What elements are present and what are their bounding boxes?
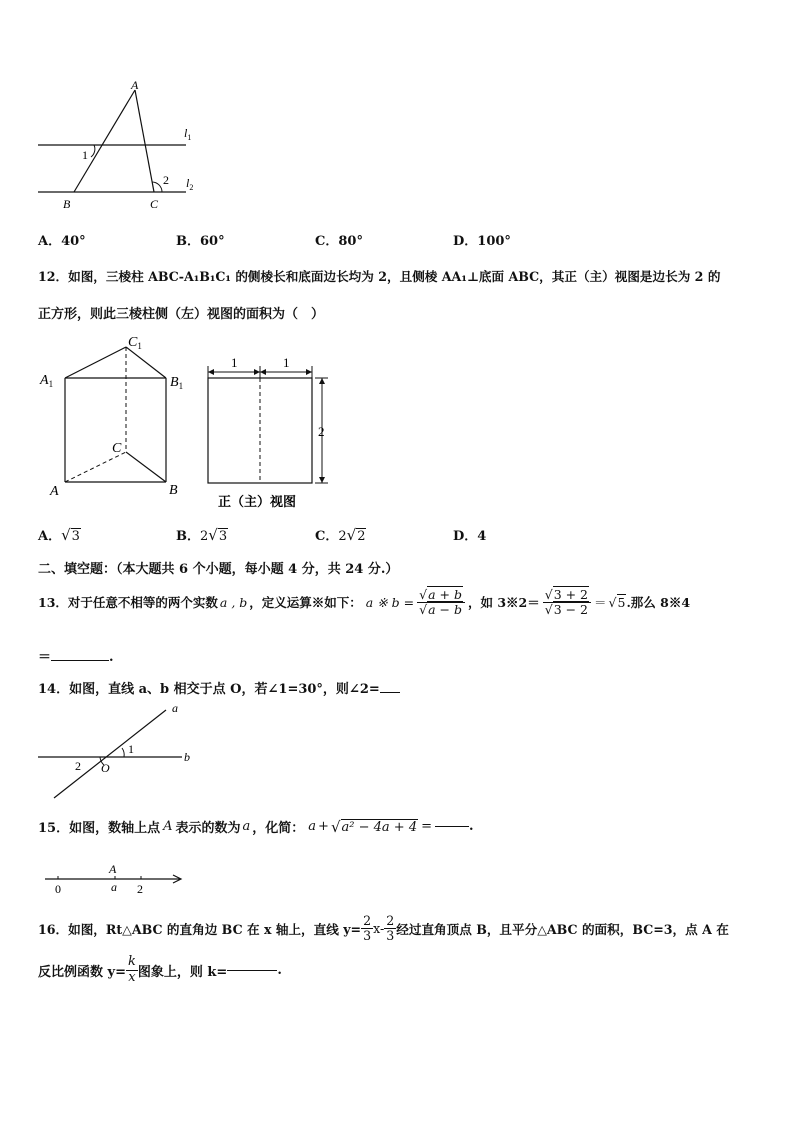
section-title-fill-in: 二、填空题：（本大题共 6 个小题，每小题 4 分，共 24 分.） xyxy=(38,562,399,577)
label-two: 2 xyxy=(137,882,143,896)
q15-text: 15．如图，数轴上点 A 表示的数为 a ，化简： a + √ a² − 4a + 4 = . xyxy=(38,817,474,836)
q13-answer-blank[interactable] xyxy=(51,660,109,661)
q16-line2: 反比例函数 y= $\frac{k}{x}$ 图象上，则 k= . xyxy=(38,954,282,985)
q16-fraction3: $\frac{k}{x}$ xyxy=(127,954,136,985)
dim-label-right: 1 xyxy=(283,355,290,370)
q12-text-line2: 正方形，则此三棱柱侧（左）视图的面积为（ ） xyxy=(38,307,325,322)
q11-option-d[interactable]: D．100° xyxy=(453,234,511,249)
label-angle1: 1 xyxy=(82,148,88,162)
q14-text: 14．如图，直线 a、b 相交于点 O，若∠1=30°，则∠2= xyxy=(38,678,400,697)
label-b: b xyxy=(184,750,190,764)
q14-answer-blank[interactable] xyxy=(380,692,400,693)
label-angle2: 2 xyxy=(163,173,169,187)
line-a xyxy=(54,710,166,798)
q16-fraction1: $\frac{2}{3}$ xyxy=(363,912,372,943)
q13-example-result: √5 xyxy=(608,594,626,610)
dim-arrow-3 xyxy=(260,369,266,375)
q12-prism-figure xyxy=(36,330,196,500)
edge-bc xyxy=(126,452,166,482)
segment-ab xyxy=(74,90,135,192)
label-a: a xyxy=(172,701,178,715)
q11-option-c[interactable]: C．80° xyxy=(315,234,363,249)
q12-option-d[interactable]: D．4 xyxy=(453,529,487,544)
q13-line2: ＝ . xyxy=(38,650,114,665)
edge-b1c1 xyxy=(126,347,166,378)
edge-a1c1 xyxy=(65,347,126,378)
label-B: B xyxy=(169,483,178,498)
label-C: C xyxy=(112,441,122,456)
q11-figure xyxy=(30,75,210,215)
q12-front-view-figure xyxy=(198,350,348,515)
dim-arrow-4 xyxy=(306,369,312,375)
label-angle1: 1 xyxy=(128,742,134,756)
q13-example-eq: ＝ xyxy=(594,595,607,611)
label-A: A xyxy=(50,484,59,499)
angle1-arc xyxy=(91,145,95,157)
label-l2: $l_2$ xyxy=(186,176,194,192)
label-l1: $l_1$ xyxy=(184,126,192,142)
label-O: O xyxy=(101,761,110,775)
dim-arrow-1 xyxy=(208,369,214,375)
label-a: a xyxy=(111,880,117,894)
q12-option-b[interactable]: B．2√3 xyxy=(176,526,228,544)
q16-fraction2: $\frac{2}{3}$ xyxy=(386,912,395,943)
q13-example-fraction: $\frac{√3 + 2}{√3 - 2}$ xyxy=(543,588,591,617)
label-zero: 0 xyxy=(55,882,61,896)
q12-option-a[interactable]: A．√3 xyxy=(38,526,80,544)
label-C: C xyxy=(150,197,159,211)
angle1-arc xyxy=(122,748,124,757)
dim-arrow-2 xyxy=(254,369,260,375)
label-A1: $A_1$ xyxy=(40,373,54,389)
q13-example-prefix: ，如 3※2＝ xyxy=(467,595,540,611)
label-A: A xyxy=(109,862,117,876)
q13-mid: ，定义运算※如下： xyxy=(249,595,362,611)
dim-label-height: 2 xyxy=(318,424,325,439)
q15-answer-blank[interactable] xyxy=(435,826,469,827)
dim-height-arrow-bottom xyxy=(319,477,325,483)
q12-option-c[interactable]: C．2√2 xyxy=(315,526,366,544)
q13-suffix: .那么 8※4 xyxy=(626,595,691,611)
q13-line1 xyxy=(38,588,690,617)
q14-figure xyxy=(34,700,204,805)
q15-numberline-figure xyxy=(40,858,190,898)
label-B: B xyxy=(63,197,71,211)
label-A: A xyxy=(131,78,139,92)
dim-label-left: 1 xyxy=(231,355,238,370)
dim-height-arrow-top xyxy=(319,378,325,384)
front-view-caption: 正（主）视图 xyxy=(218,495,297,510)
q13-def-lhs: a ※ b = xyxy=(365,594,415,610)
q11-option-a[interactable]: A．40° xyxy=(38,234,86,249)
q13-def-fraction: $\frac{√a + b}{√a - b}$ xyxy=(417,588,465,617)
q12-text-line1: 12．如图，三棱柱 ABC-A₁B₁C₁ 的侧棱长和底面边长均为 2，且侧棱 AA₁⊥底面 ABC，其正（主）视图是边长为 2 的 xyxy=(38,269,721,284)
label-B1: $B_1$ xyxy=(170,375,184,391)
label-angle2: 2 xyxy=(75,759,81,773)
q11-option-b[interactable]: B．60° xyxy=(176,234,225,249)
q13-vars: a , b xyxy=(219,594,248,610)
q16-line1: 16．如图，Rt△ABC 的直角边 BC 在 x 轴上，直线 y= $\frac{2}{3}$ x- $\frac{2}{3}$ 经过直角顶点 B，且平分△ABC 的面积，BC=3，点 A 在 xyxy=(38,912,729,943)
q16-answer-blank[interactable] xyxy=(227,970,277,971)
label-C1: $C_1$ xyxy=(128,335,142,351)
q13-prefix: 13．对于任意不相等的两个实数 xyxy=(38,595,218,611)
segment-ac xyxy=(135,90,154,192)
edge-ac-hidden xyxy=(65,452,126,482)
